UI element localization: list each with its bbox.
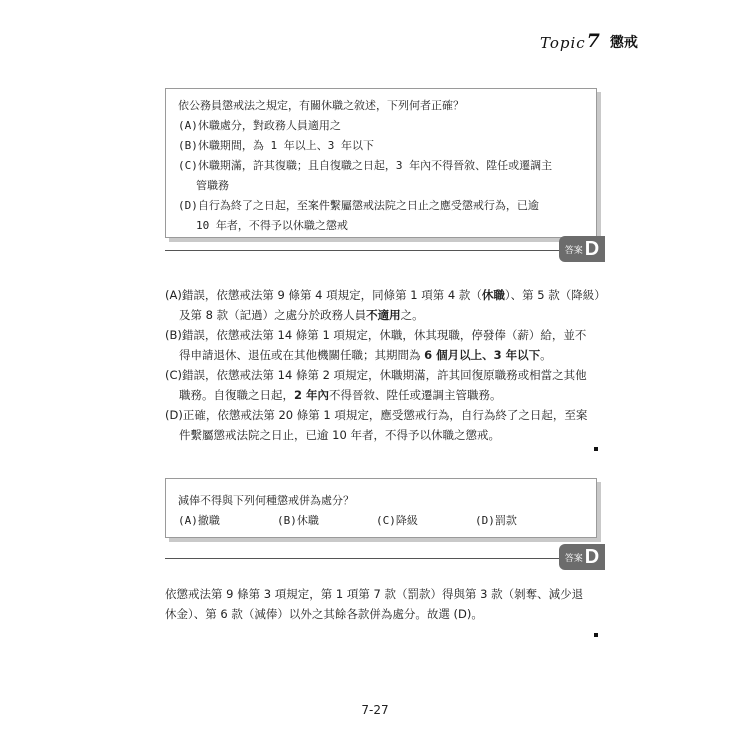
answer-label: 答案 (564, 553, 583, 564)
answer-label: 答案 (564, 245, 583, 256)
text-run: (B)錯誤，依懲戒法第 14 條第 1 項規定，休職，休其現職，停發俸（薪）給，並不 (165, 328, 587, 342)
question-1-option-d: (D)自行為終了之日起，至案件繫屬懲戒法院之日止之應受懲戒行為，已逾 (178, 199, 539, 212)
explanation-2 (165, 584, 610, 624)
question-2-option-c: (C)降級 (376, 514, 418, 527)
text-run: 職務。自復職之日起， (179, 388, 294, 402)
page-number: 7-27 (361, 703, 389, 717)
topic-number: 7 (586, 30, 600, 52)
text-run: 之。 (400, 308, 424, 322)
explanation-2-text (165, 584, 610, 624)
question-1-stem: 依公務員懲戒法之規定，有關休職之敘述，下列何者正確？ (178, 99, 464, 112)
running-header (540, 28, 638, 52)
text-run: (D)正確，依懲戒法第 20 條第 1 項規定，應受懲戒行為，自行為終了之日起，至案 (165, 408, 588, 422)
text-run: 不得晉敘、陞任或遷調主管職務。 (329, 388, 502, 402)
question-2-box (165, 478, 597, 538)
question-1-option-d-cont: 10 年者，不得予以休職之懲戒 (196, 219, 348, 232)
question-2-option-a: (A)撤職 (178, 514, 220, 527)
answer-rule (165, 558, 559, 559)
answer-letter: D (584, 237, 600, 260)
question-1-option-b: (B)休職期間，為 1 年以上、3 年以下 (178, 139, 374, 152)
question-2-option-d: (D)罰款 (475, 514, 517, 527)
question-2-option-b: (B)休職 (277, 514, 319, 527)
answer-bar-1 (165, 236, 605, 262)
topic-label: Topic (540, 34, 586, 52)
text-run: 休金）、第 6 款（減俸）以外之其餘各款併為處分。故選 (D)。 (165, 607, 483, 621)
question-2-stem: 減俸不得與下列何種懲戒併為處分？ (178, 494, 354, 507)
bold-term: 休職 (481, 288, 505, 302)
question-1-option-c: (C)休職期滿，許其復職；且自復職之日起，3 年內不得晉敘、陞任或遷調主 (178, 159, 553, 172)
question-1-option-a: (A)休職處分，對政務人員適用之 (178, 119, 341, 132)
answer-tag (559, 236, 605, 262)
text-run: 得申請退休、退伍或在其他機關任職；其期間為 (179, 348, 425, 362)
explanation-1-b (165, 325, 610, 365)
text-run: 依懲戒法第 9 條第 3 項規定，第 1 項第 7 款（罰款）得與第 3 款（剝奪、減少退 (165, 587, 584, 601)
bold-term: 不適用 (366, 308, 401, 322)
text-run: 及第 8 款（記過）之處分於政務人員 (179, 308, 367, 322)
explanation-1 (165, 285, 610, 445)
text-run: 件繫屬懲戒法院之日止，已逾 10 年者，不得予以休職之懲戒。 (179, 428, 500, 442)
bold-term: 2 年內 (294, 388, 330, 402)
text-run: (A)錯誤，依懲戒法第 9 條第 4 項規定，同條第 1 項第 4 款（ (165, 288, 482, 302)
text-run: ）、第 5 款（降級） (504, 288, 606, 302)
answer-tag (559, 544, 605, 570)
text-run: 。 (540, 348, 552, 362)
text-run: (C)錯誤，依懲戒法第 14 條第 2 項規定，休職期滿，許其回復原職務或相當之其他 (165, 368, 587, 382)
end-mark (594, 447, 598, 451)
question-1-option-c-cont: 管職務 (196, 179, 229, 192)
explanation-1-c (165, 365, 610, 405)
answer-rule (165, 250, 559, 251)
answer-bar-2 (165, 544, 605, 570)
question-1-box (165, 88, 597, 238)
end-mark (594, 633, 598, 637)
explanation-1-d (165, 405, 610, 445)
question-2-options (178, 511, 584, 531)
explanation-1-a (165, 285, 610, 325)
bold-term: 6 個月以上、3 年以下 (424, 348, 541, 362)
chapter-title: 懲戒 (609, 35, 638, 51)
answer-letter: D (584, 545, 600, 568)
